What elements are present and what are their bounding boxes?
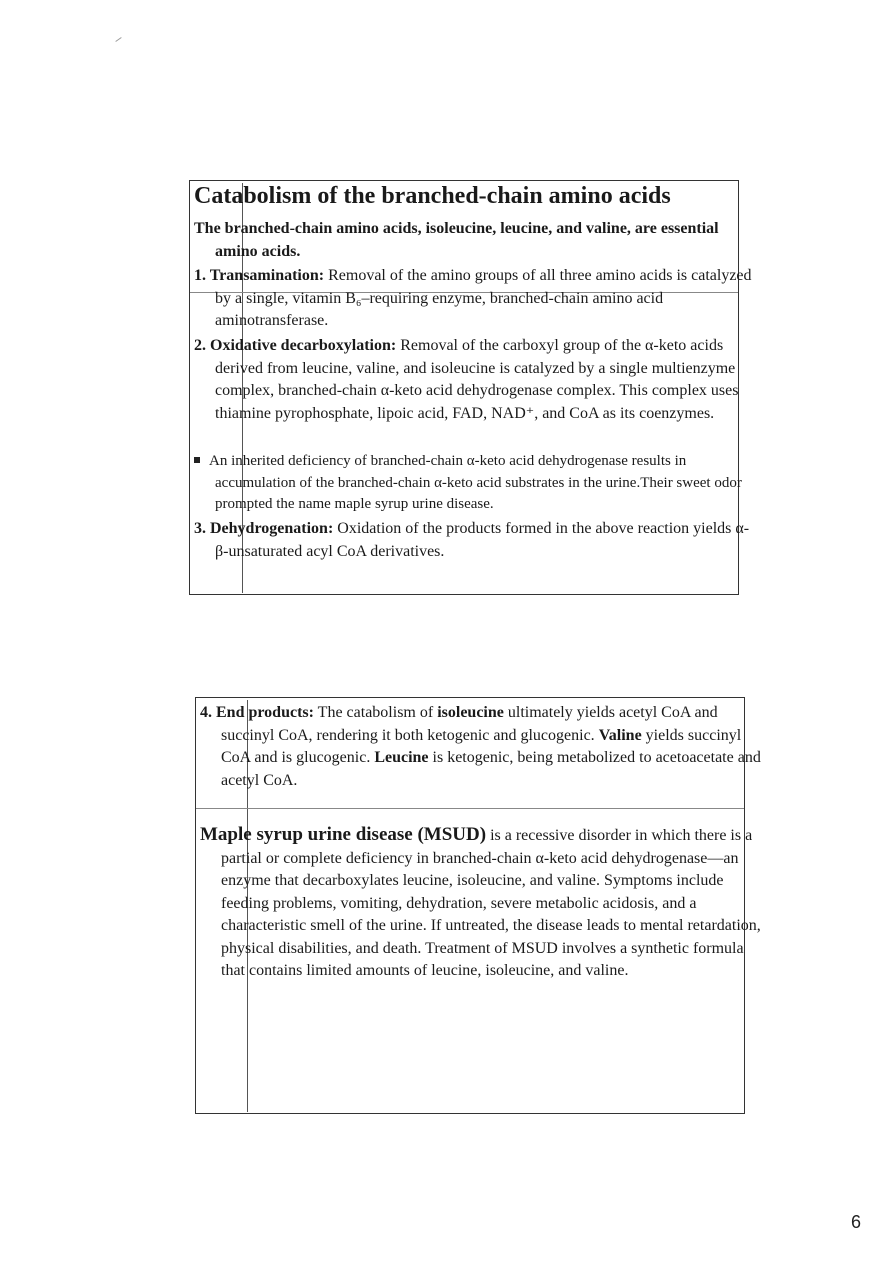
step-text: is ketogenic, being metabolized to acetoacetate and acetyl CoA. — [221, 749, 761, 789]
square-bullet-icon — [194, 457, 200, 463]
msud-text: is a recessive disorder in which there is a partial or complete deficiency in branched-chain α-keto acid dehydrogenase—an enzyme that decarboxylates leucine, isoleucine, and valine. Symptoms include feeding problems, vomiting, dehydration, severe metabolic acidosis, and a characteristic smell of the urine. If untreated, the disease leads to mental retardation, physical disabilities, and death. Treatment of MSUD involves a synthetic formula that contains limited amounts of leucine, isoleucine, and valine. — [221, 827, 761, 979]
step-text: yields succinyl CoA and is glucogenic. — [221, 726, 742, 766]
intro-text: The branched-chain amino acids, isoleucine, leucine, and valine, are essential amino acids. — [194, 220, 719, 260]
step-label: 3. Dehydrogenation: — [194, 520, 334, 537]
msud-heading: Maple syrup urine disease (MSUD) — [200, 824, 487, 845]
intro-paragraph — [194, 218, 755, 263]
step-text: ultimately yields acetyl CoA and succinyl CoA, rendering it both ketogenic and glucogenic. — [221, 704, 718, 744]
step-text: Removal of the carboxyl group of the α-keto acids derived from leucine, valine, and isoleucine is catalyzed by a single multienzyme complex, branched-chain α-keto acid dehydrogenase complex. This complex uses thiamine pyrophosphate, lipoic acid, FAD, NAD⁺, and CoA as its coenzymes. — [215, 337, 739, 422]
slide-catabolism — [189, 180, 752, 595]
term-isoleucine: isoleucine — [437, 704, 504, 721]
page-number: 6 — [851, 1212, 862, 1232]
scan-mark — [115, 37, 121, 42]
step-label: 1. Transamination: — [194, 267, 325, 284]
slide-title: Catabolism of the branched-chain amino acids — [194, 183, 671, 209]
step-label: 2. Oxidative decarboxylation: — [194, 337, 397, 354]
step-text: Removal of the amino groups of all three amino acids is catalyzed by a single, vitamin B₆–requiring enzyme, branched-chain amino acid aminotransferase. — [215, 267, 752, 329]
msud-paragraph — [200, 824, 761, 983]
step-text: Oxidation of the products formed in the above reaction yields α-β-unsaturated acyl CoA derivatives. — [215, 520, 750, 560]
step-text: The catabolism of — [313, 704, 438, 721]
step-end-products — [200, 702, 761, 792]
bullet-text: An inherited deficiency of branched-chain α-keto acid dehydrogenase results in accumulation of the branched-chain α-keto acid substrates in the urine.Their sweet odor prompted the name maple syrup urine disease. — [209, 453, 742, 512]
slide-guide-line — [196, 808, 744, 809]
term-leucine: Leucine — [374, 749, 429, 766]
bullet-msud-note — [194, 451, 755, 516]
slide-end-products-msud — [195, 697, 761, 1114]
term-valine: Valine — [598, 726, 642, 744]
step-transamination — [194, 265, 755, 333]
step-oxidative-decarboxylation — [194, 335, 755, 425]
step-dehydrogenation — [194, 518, 755, 563]
step-label: 4. End products: — [200, 704, 314, 721]
